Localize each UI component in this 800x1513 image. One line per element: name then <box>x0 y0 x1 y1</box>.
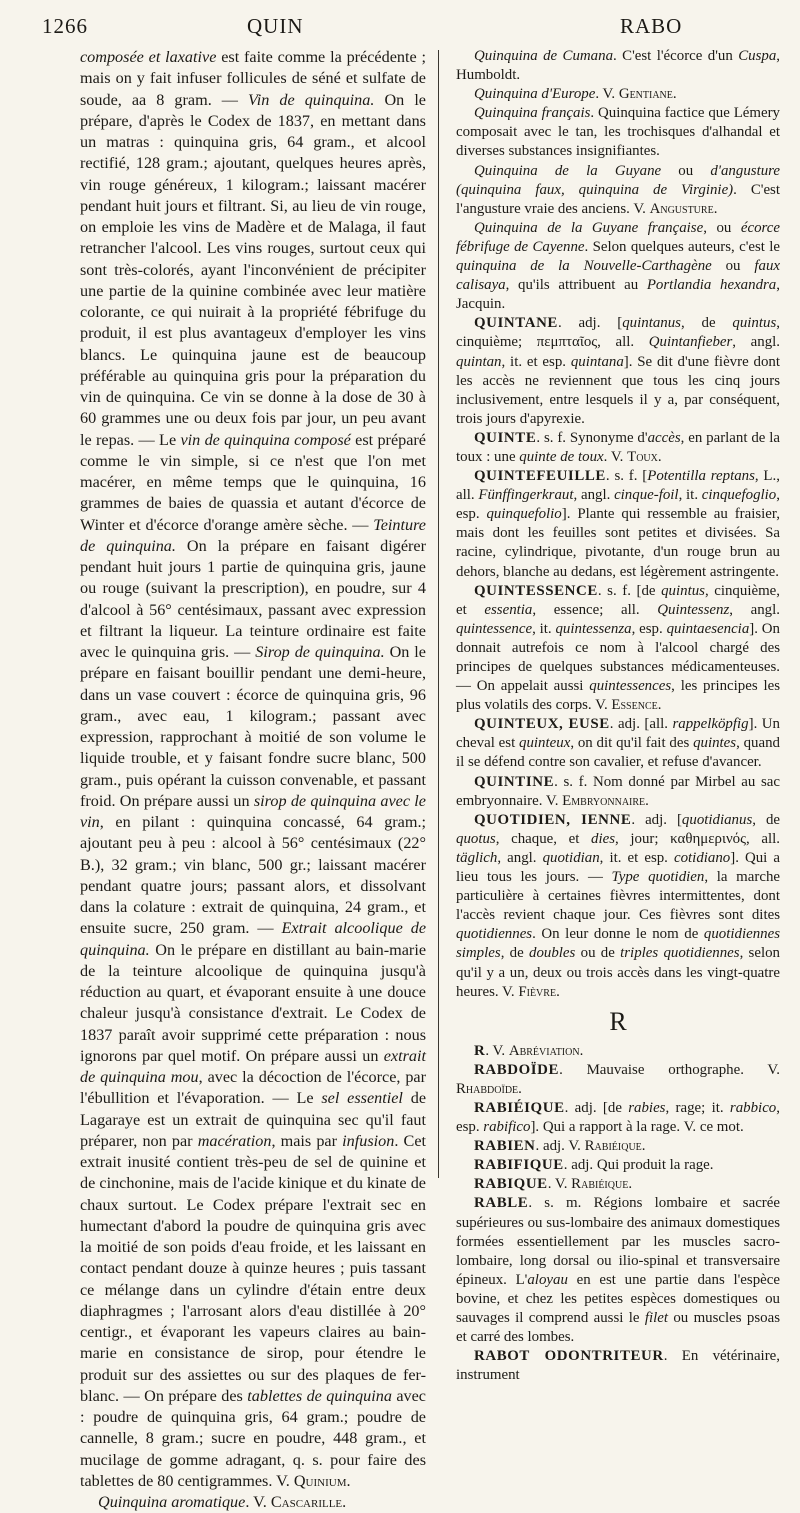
text-run: ]. Se dit d'une fièvre dont les accès ne reviennent que tous les cinq jours inclusivement, entre lesquels il y a, par conséquent, trois jours d'apyrexie. <box>456 353 780 427</box>
dictionary-entry <box>456 467 780 582</box>
text-run: . adj. V. <box>535 1138 585 1155</box>
headword: RABIÉIQUE <box>474 1099 565 1116</box>
italic-term: sel essentiel <box>321 1089 403 1108</box>
italic-term: quintana <box>570 353 624 370</box>
text-run: ou <box>711 258 755 275</box>
text-run: est faite comme la précédente ; mais on y fait infuser follicules de séné et sulfate de soude, aa 8 gram. — <box>80 48 426 109</box>
dictionary-entry <box>456 1347 780 1385</box>
italic-term: vin de quinquina composé <box>180 430 351 449</box>
dictionary-entry <box>456 715 780 772</box>
dictionary-entry <box>456 1061 780 1099</box>
left-paragraph <box>80 47 426 1492</box>
text-run: On le prépare, d'après le Codex de 1837, en mettant dans un matras : quinquina gris, 64 gram., et alcool rectifié, 128 gram.; ajoutant, quelques heures après, vin rouge généreux, 1 kilogram.; laissant macérer pendant huit jours et filtrant. Si, au lieu de vin rouge, on emploie les vins de Madère et de Malaga, il faut retrancher l'alcool. Les vins rouges, surtout ceux qui sont très-colorés, ayant l'inconvénient de précipiter une partie de la quinine combinée avec leur matière colorante, ce qui nuirait à la propriété fébrifuge du produit, il est plus avantageux d'employer les vins blancs. Le quinquina jaune est de beaucoup préférable au quinquina gris pour la préparation du vin de quinquina. Ce vin se donne à la dose de 30 à 60 grammes une ou deux fois par jour, un peu avant le repas. — Le <box>80 90 426 449</box>
italic-term: infusion <box>342 1131 395 1150</box>
headword: QUINTEFEUILLE <box>474 468 606 485</box>
text-run: . s. f. [ <box>605 468 648 485</box>
left-guide-word: QUIN <box>247 14 304 38</box>
headword: RABIEN <box>474 1138 536 1155</box>
text-run: , esp. <box>631 620 667 637</box>
italic-term: faux calisaya <box>456 258 780 294</box>
text-run: . <box>628 1176 633 1193</box>
italic-term: quintaesencia <box>666 620 750 637</box>
italic-term: macération <box>197 1131 272 1150</box>
headword: RABIFIQUE <box>474 1157 564 1174</box>
italic-term: Quinquina de Cumana <box>474 48 614 64</box>
text-run: , ou <box>703 219 741 236</box>
running-header <box>42 14 778 44</box>
italic-term: täglich <box>456 849 498 866</box>
cross-reference: Embryonnaire <box>562 792 646 809</box>
left-column <box>80 47 426 1511</box>
text-run: . V. <box>547 1176 572 1193</box>
italic-term: essentia <box>484 601 533 618</box>
dictionary-entry <box>456 1042 780 1061</box>
cross-reference: Quinium <box>293 1471 347 1490</box>
italic-term: Cuspa <box>738 48 777 64</box>
italic-term: composée et laxative <box>80 48 217 66</box>
text-run: . adj. [de <box>564 1099 629 1116</box>
text-run: , esp. <box>456 487 780 523</box>
italic-term: quintessence <box>456 620 533 637</box>
text-run: , qu'ils attribuent au <box>505 277 647 294</box>
dictionary-entry <box>456 429 780 467</box>
text-run: , L., all. <box>456 468 780 504</box>
text-run: . s. f. Synonyme d' <box>536 429 648 446</box>
cross-reference: Rabiéique <box>571 1176 629 1193</box>
dictionary-entry <box>456 1137 780 1156</box>
italic-term: quotidiennes simples <box>456 926 780 962</box>
italic-term: Quinquina de la Guyane française <box>474 219 704 236</box>
page-number: 1266 <box>42 14 88 38</box>
italic-term: quintanus <box>622 315 681 332</box>
italic-term: Quinquina de la Guyane <box>474 162 662 179</box>
text-run: , angl. <box>497 849 543 866</box>
text-run: , angl. <box>732 334 780 351</box>
text-run: ]. Plante qui ressemble au fraisier, mais dont les feuilles sont petites et divisées. Sa racine, cylindrique, pivotante, d'un rouge brun au dehors, blanche au dedans, est légèrement astringente. <box>456 506 780 580</box>
dictionary-entry <box>456 1099 780 1137</box>
text-run: On le prépare en faisant bouillir pendant une demi-heure, dans un vase couvert : écorce de quinquina gris, 96 gram., avec eau, 1 kilogram.; passant avec expression, rapprochant à moitié de son volume le liquide trouble, et y faisant fondre sucre blanc, 500 gram., puis opérant la cuisson convenable, et passant froid. On prépare aussi un <box>80 643 426 810</box>
column-divider <box>438 50 439 1178</box>
text-run: ]. Qui a lieu tous les jours. — <box>456 849 780 886</box>
headword: RABDOÏDE <box>474 1061 560 1078</box>
italic-term: Potentilla reptans <box>647 468 755 485</box>
cross-reference: Gentiane <box>618 86 673 103</box>
text-run: , Humboldt. <box>456 48 781 84</box>
text-run: On le prépare en distillant au bain-marie de la teinture alcoolique de quinquina jusqu'à réduction au quart, et évaporant ensuite à une douce chaleur jusqu'à consistance d'extrait. Le Codex de 1837 paraît avoir supprimé cette préparation : nous ignorons par quel motif. On prépare aussi un <box>80 940 426 1065</box>
text-run: . On leur donne le nom de <box>532 926 704 943</box>
text-run: , les principes les plus volatils des corps. V. <box>456 678 780 714</box>
text-run: . <box>657 448 662 465</box>
text-run: , esp. <box>456 1099 780 1136</box>
text-run: , it. <box>532 620 556 637</box>
dictionary-entry <box>456 104 780 161</box>
text-run: , on dit qu'il fait des <box>570 735 694 752</box>
text-run: , Jacquin. <box>456 277 780 313</box>
text-run: ]. On donnait autrefois ce nom à l'alcool chargé des principes de quelques substances médicamenteuses. — On appelait aussi <box>456 620 780 695</box>
italic-term: quinteux <box>519 735 571 752</box>
italic-term: extrait de quinquina mou <box>80 1046 426 1086</box>
text-run: . <box>657 697 662 714</box>
cross-reference: Rhabdoïde <box>456 1080 519 1097</box>
text-run: , cinquième, et <box>456 582 780 618</box>
cross-reference: Cascarille <box>270 1493 343 1511</box>
section-letter: R <box>609 1006 627 1036</box>
italic-term: cotidiano <box>673 849 731 866</box>
dictionary-entry <box>456 162 780 219</box>
italic-term: Quinquina d'Europe <box>474 86 596 103</box>
text-run: . V. <box>245 1493 271 1511</box>
italic-term: quintus <box>732 315 777 332</box>
right-column <box>456 47 781 1384</box>
text-run: , avec la décoction de l'écorce, par l'ébullition et l'évaporation. — Le <box>80 1068 426 1108</box>
cross-reference: Abréviation <box>508 1042 580 1059</box>
text-run: . V. <box>595 86 619 103</box>
text-run: , selon qu'il y a un, deux ou trois accès dans les vingt-quatre heures. V. <box>456 945 780 1000</box>
italic-term: sirop de quinquina avec le vin <box>80 791 426 831</box>
dictionary-entry <box>456 314 780 429</box>
italic-term: aloyau <box>527 1271 568 1288</box>
italic-term: quintan <box>456 353 502 370</box>
text-run: , jour; καθημερινός, all. <box>615 830 780 847</box>
italic-term: Quinquina français <box>474 105 591 122</box>
headword: QUINTE <box>474 429 537 446</box>
italic-term: quotidianus <box>681 811 753 828</box>
text-run: , la marche particulière à certaines fièvres intermittentes, dont l'accès revient chaque jour. Ces fièvres sont dites <box>456 869 780 924</box>
italic-term: rappelköpfig <box>672 716 749 733</box>
italic-term: quinquefolio <box>486 506 562 523</box>
italic-term: rabies <box>628 1099 666 1116</box>
text-run: . <box>518 1080 522 1097</box>
italic-term: écorce fébrifuge de Cayenne <box>456 219 780 255</box>
text-run: . s. m. Régions lombaire et sacrée supérieures ou sus-lombaire des animaux domestiques formées essentiellement par les muscles sacro-lombaire, long dorsal ou ilio-spinal et transversaire épineux. L' <box>456 1195 780 1288</box>
dictionary-entry <box>456 1194 780 1347</box>
headword: QUINTINE <box>474 773 555 790</box>
dictionary-entry <box>456 811 780 1002</box>
text-run: . adj. Qui produit la rage. <box>563 1157 714 1174</box>
left-paragraph <box>80 1492 426 1513</box>
text-run: , en parlant de la toux : une <box>456 429 781 465</box>
text-run: , chaque, et <box>495 830 592 847</box>
dictionary-entry <box>456 219 780 314</box>
text-run: . C'est l'angusture vraie des anciens. V. <box>456 181 780 217</box>
cross-reference: Toux <box>627 448 658 465</box>
text-run: ou de <box>575 945 621 962</box>
text-run: . <box>713 200 718 217</box>
text-run: ou muscles psoas et carré des lombes. <box>456 1310 780 1346</box>
italic-term: Quintessenz <box>657 601 730 618</box>
text-run: . <box>579 1042 584 1059</box>
text-run: . <box>346 1471 351 1490</box>
text-run: de Lagaraye est un extrait de quinquina sec qu'il faut préparer, non par <box>80 1089 426 1150</box>
italic-term: Quinquina aromatique <box>98 1493 246 1511</box>
text-run: . Mauvaise orthographe. V. <box>559 1061 780 1078</box>
italic-term: quintessenza <box>555 620 632 637</box>
dictionary-entry <box>456 47 780 85</box>
text-run: , cinquième; πεμπταῖος, all. <box>456 315 780 351</box>
italic-term: quotidian <box>542 849 600 866</box>
text-run: . <box>556 983 560 1000</box>
text-run: , en pilant : quinquina concassé, 64 gram.; ajoutant peu à peu : alcool à 56° centésimaux (22° B.), 32 gram.; vin blanc, 500 gr.; laissant macérer pendant quatre jours; passant alors, et dissolvant dans la colature : extrait de quinquina, 24 gram., et ensuite sucre, 250 gram. — <box>80 813 426 938</box>
text-run: . Selon quelques auteurs, c'est le <box>584 238 780 255</box>
text-run: avec : poudre de quinquina gris, 64 gram.; poudre de cannelle, 8 gram.; sucre en poudre, 448 gram., et mucilage de gomme adragant, q. s. pour faire des tablettes de 80 centigrammes. V. <box>80 1386 426 1490</box>
italic-term: quintes <box>693 735 737 752</box>
cross-reference: Angusture <box>649 200 714 217</box>
text-run: On la prépare en faisant digérer pendant huit jours 1 partie de quinquina gris, jaune ou rouge (suivant la prescription), en poudre, sur 4 d'alcool à 56° centésimaux, passant avec expression et filtrant la liqueur. La teinture ordinaire est faite avec le quinquina gris. — <box>80 536 426 661</box>
headword: QUINTANE <box>474 315 558 332</box>
text-run: ]. Qui a rapport à la rage. V. ce mot. <box>530 1119 744 1136</box>
italic-term: Vin de quinquina. <box>248 90 375 109</box>
text-run: . s. f. Nom donné par Mirbel au sac embryonnaire. V. <box>456 773 780 809</box>
text-run: , it. <box>678 487 702 504</box>
italic-term: quintus <box>661 582 705 599</box>
italic-term: d'angusture (quinquina faux, quinquina de Virginie) <box>456 162 780 198</box>
text-run: ]. Un cheval est <box>456 716 780 752</box>
italic-term: rabifico <box>483 1119 531 1136</box>
italic-term: quotus <box>456 830 496 847</box>
text-run: . V. <box>485 1042 509 1059</box>
text-run: . adj. [ <box>631 811 682 828</box>
text-run: . En vétérinaire, instrument <box>456 1348 780 1384</box>
italic-term: triples quotidiennes <box>620 945 740 962</box>
text-run: , essence; all. <box>532 601 658 618</box>
italic-term: Teinture de quinquina. <box>80 515 426 555</box>
italic-term: quinquina de la Nouvelle-Carthagène <box>456 258 712 275</box>
italic-term: quintessences <box>589 678 672 695</box>
text-run: . adj. [ <box>557 315 623 332</box>
dictionary-entry <box>456 1156 780 1175</box>
italic-term: Type quotidien <box>611 869 705 886</box>
italic-term: Extrait alcoolique de quinquina. <box>80 919 426 959</box>
text-run: , it. et esp. <box>501 353 571 370</box>
headword: R <box>474 1042 486 1059</box>
text-run: , angl. <box>573 487 615 504</box>
headword: QUINTESSENCE <box>474 582 598 599</box>
text-run: , angl. <box>729 601 780 618</box>
headword: RABIQUE <box>474 1176 548 1193</box>
cross-reference: Essence <box>611 697 658 714</box>
text-run: , de <box>500 945 530 962</box>
text-run: . <box>342 1493 347 1511</box>
text-run: , quand il se défend contre son cavalier, et refuse d'avancer. <box>456 735 781 771</box>
dictionary-entry <box>456 1175 780 1194</box>
headword: RABOT ODONTRITEUR <box>474 1348 664 1365</box>
text-run: . Cet extrait inusité contient très-peu de sel de quinine et de cinchonine, mais de l'acide kinique et du kinate de chaux surtout. Le Codex prépare l'extrait sec en humectant d'abord la poudre de quinquina gris avec la moitié de son poids d'eau froide, et les laissant en contact pendant douze à quinze heures ; puis tassant ce mélange dans un cylindre d'étain entre deux diaphragmes ; l'arrosant alors d'eau distillée à 20° centigr., et évaporant les vapeurs claires au bain-marie en consistance de sirop, pour étendre le produit sur des assiettes ou sur des plaques de fer-blanc. — On prépare des <box>80 1131 426 1405</box>
italic-term: Fünffingerkraut <box>478 487 574 504</box>
text-run: en est une partie dans l'espèce bovine, et chez les petites espèces domestiques ou sauvages il comprend aussi le <box>456 1271 780 1326</box>
dictionary-entry <box>456 85 780 104</box>
dictionary-entry <box>456 582 780 716</box>
text-run: . <box>672 86 677 103</box>
italic-term: Sirop de quinquina. <box>255 643 385 661</box>
text-run: . Quinquina factice que Lémery composait avec le tan, les trochisques d'alhandal et diverses substances insignifiantes. <box>456 105 781 160</box>
italic-term: Quintanfieber <box>648 334 733 351</box>
text-run: , de <box>680 315 733 332</box>
text-run: ou <box>661 162 711 179</box>
italic-term: tablettes de quinquina <box>247 1386 392 1405</box>
italic-term: quotidiennes <box>456 926 533 943</box>
text-run: , de <box>752 811 781 828</box>
italic-term: accès <box>647 429 681 446</box>
text-run: . <box>641 1138 646 1155</box>
italic-term: filet <box>644 1310 668 1326</box>
italic-term: doubles <box>529 945 576 962</box>
cross-reference: Fièvre <box>518 983 557 1000</box>
cross-reference: Rabiéique <box>584 1138 642 1155</box>
text-run: . <box>645 792 649 809</box>
dictionary-entry <box>456 773 780 811</box>
italic-term: quinte de toux <box>519 448 604 465</box>
text-run: . C'est l'écorce d'un <box>613 48 739 64</box>
text-run: . s. f. [de <box>597 582 662 599</box>
italic-term: Portlandia hexandra <box>646 277 777 294</box>
headword: QUOTIDIEN, IENNE <box>474 811 632 828</box>
headword: QUINTEUX, EUSE <box>474 716 610 733</box>
text-run: , it. et esp. <box>599 849 674 866</box>
text-run: . adj. [all. <box>609 716 673 733</box>
italic-term: dies <box>591 830 616 847</box>
text-run: . V. <box>603 448 628 465</box>
text-run: est préparé comme le vin simple, si ce n'est que l'on met macérer, en même temps que le quinquina, 16 grammes de baies de quassia et autant d'écorce de Winter et d'écorce d'orange amère sèche. — <box>80 430 426 534</box>
italic-term: cinque-foil <box>614 487 679 504</box>
italic-term: rabbico <box>729 1099 777 1116</box>
text-run: , rage; it. <box>665 1099 730 1116</box>
italic-term: cinquefoglio <box>701 487 777 504</box>
text-run: , mais par <box>271 1131 343 1150</box>
right-guide-word: RABO <box>620 14 683 38</box>
headword: RABLE <box>474 1195 529 1212</box>
